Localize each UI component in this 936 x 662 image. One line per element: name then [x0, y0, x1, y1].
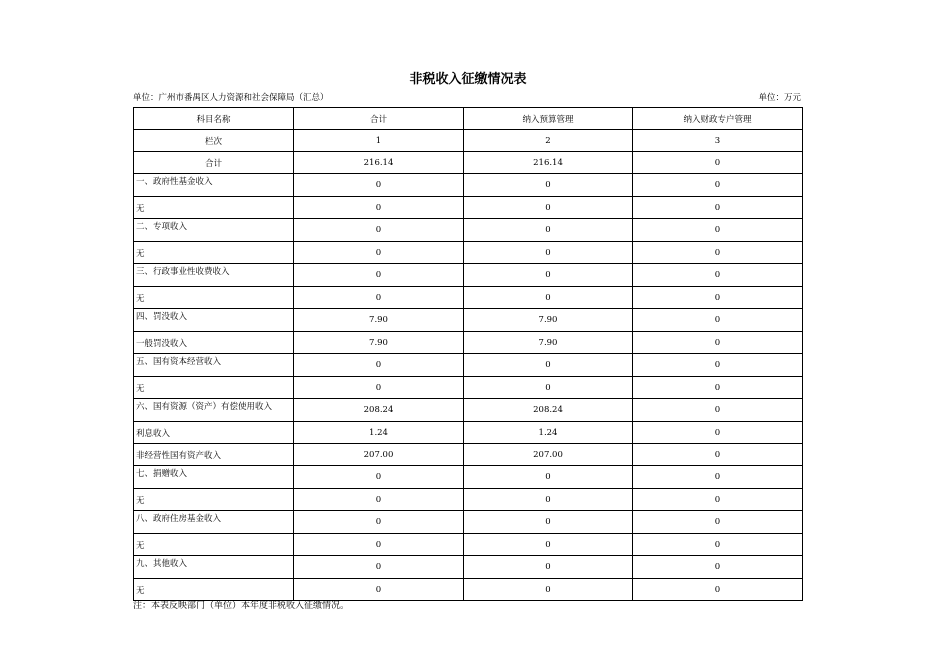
row-value: 0: [633, 264, 803, 287]
row-value: 0: [633, 197, 803, 219]
row-value: 0: [633, 377, 803, 399]
row-value: 0: [294, 511, 464, 534]
total-value: 216.14: [294, 152, 464, 174]
row-value: 0: [464, 511, 633, 534]
table-row: [134, 534, 803, 556]
row-value: 207.00: [294, 444, 464, 466]
table-row: [134, 377, 803, 399]
table-row: [134, 264, 803, 287]
table-row: [134, 354, 803, 377]
row-value: 0: [294, 377, 464, 399]
row-subject-name: 无: [134, 534, 294, 556]
row-value: 0: [464, 287, 633, 309]
row-value: 0: [464, 579, 633, 601]
page-title: 非税收入征缴情况表: [409, 72, 527, 87]
row-subject-name: 无: [134, 287, 294, 309]
row-value: 0: [633, 489, 803, 511]
row-value: 0: [464, 534, 633, 556]
row-value: 0: [294, 174, 464, 197]
row-value: 0: [294, 197, 464, 219]
row-value: 207.00: [464, 444, 633, 466]
table-row: [134, 332, 803, 354]
table-row: [134, 466, 803, 489]
table-row: [134, 242, 803, 264]
row-value: 0: [633, 444, 803, 466]
row-value: 0: [294, 264, 464, 287]
table-row: [134, 399, 803, 422]
total-value: 216.14: [464, 152, 633, 174]
row-subject-name: 无: [134, 377, 294, 399]
row-value: 0: [633, 219, 803, 242]
row-value: 0: [294, 287, 464, 309]
row-value: 0: [294, 242, 464, 264]
row-value: 0: [294, 219, 464, 242]
table-row: [134, 197, 803, 219]
row-value: 7.90: [294, 309, 464, 332]
row-value: 0: [633, 579, 803, 601]
row-subject-name: 八、政府住房基金收入: [134, 511, 294, 534]
column-number-label: 栏次: [134, 130, 294, 152]
table-row: [134, 219, 803, 242]
row-value: 0: [464, 264, 633, 287]
row-value: 0: [633, 556, 803, 579]
row-value: 7.90: [464, 309, 633, 332]
row-value: 0: [633, 174, 803, 197]
row-value: 0: [294, 489, 464, 511]
row-value: 0: [633, 399, 803, 422]
table-row: [134, 511, 803, 534]
row-value: 0: [633, 422, 803, 444]
row-value: 0: [633, 309, 803, 332]
row-value: 0: [464, 219, 633, 242]
row-value: 0: [294, 354, 464, 377]
column-number-row: [134, 130, 803, 152]
column-header-budget: 纳入预算管理: [464, 108, 633, 130]
row-subject-name: 四、罚没收入: [134, 309, 294, 332]
revenue-table: [133, 107, 803, 601]
row-value: 0: [633, 466, 803, 489]
column-number: 3: [633, 130, 803, 152]
row-value: 0: [633, 354, 803, 377]
row-value: 0: [464, 377, 633, 399]
row-subject-name: 非经营性国有资产收入: [134, 444, 294, 466]
row-value: 208.24: [464, 399, 633, 422]
row-value: 0: [294, 534, 464, 556]
row-value: 0: [633, 534, 803, 556]
row-subject-name: 六、国有资源（资产）有偿使用收入: [134, 399, 294, 422]
row-value: 0: [294, 579, 464, 601]
table-row: [134, 287, 803, 309]
row-value: 7.90: [464, 332, 633, 354]
total-value: 0: [633, 152, 803, 174]
total-row: [134, 152, 803, 174]
row-value: 0: [464, 354, 633, 377]
row-value: 1.24: [294, 422, 464, 444]
table-row: [134, 422, 803, 444]
footnote: 注：本表反映部门（单位）本年度非税收入征缴情况。: [133, 601, 350, 611]
row-value: 0: [633, 332, 803, 354]
unit-label-org: 单位：广州市番禺区人力资源和社会保障局（汇总）: [133, 93, 329, 103]
column-number: 2: [464, 130, 633, 152]
row-value: 0: [464, 489, 633, 511]
row-value: 0: [294, 556, 464, 579]
table-row: [134, 444, 803, 466]
row-subject-name: 七、捐赠收入: [134, 466, 294, 489]
row-value: 0: [633, 511, 803, 534]
row-value: 0: [464, 197, 633, 219]
row-subject-name: 无: [134, 579, 294, 601]
row-value: 0: [633, 287, 803, 309]
row-subject-name: 一、政府性基金收入: [134, 174, 294, 197]
table-row: [134, 174, 803, 197]
row-subject-name: 利息收入: [134, 422, 294, 444]
column-number: 1: [294, 130, 464, 152]
row-value: 7.90: [294, 332, 464, 354]
column-header-special-account: 纳入财政专户管理: [633, 108, 803, 130]
row-subject-name: 五、国有资本经营收入: [134, 354, 294, 377]
column-header-total: 合计: [294, 108, 464, 130]
row-subject-name: 无: [134, 489, 294, 511]
row-value: 0: [464, 556, 633, 579]
total-label: 合计: [134, 152, 294, 174]
row-subject-name: 九、其他收入: [134, 556, 294, 579]
unit-label-currency: 单位：万元: [758, 93, 801, 103]
table-row: [134, 309, 803, 332]
row-subject-name: 无: [134, 197, 294, 219]
row-value: 0: [464, 242, 633, 264]
row-value: 208.24: [294, 399, 464, 422]
row-value: 0: [633, 242, 803, 264]
row-subject-name: 无: [134, 242, 294, 264]
row-subject-name: 一般罚没收入: [134, 332, 294, 354]
column-header-subject: 科目名称: [134, 108, 294, 130]
table-header-row: [134, 108, 803, 130]
row-value: 0: [464, 174, 633, 197]
row-value: 1.24: [464, 422, 633, 444]
row-subject-name: 二、专项收入: [134, 219, 294, 242]
row-value: 0: [464, 466, 633, 489]
table-row: [134, 556, 803, 579]
table-row: [134, 489, 803, 511]
row-subject-name: 三、行政事业性收费收入: [134, 264, 294, 287]
row-value: 0: [294, 466, 464, 489]
